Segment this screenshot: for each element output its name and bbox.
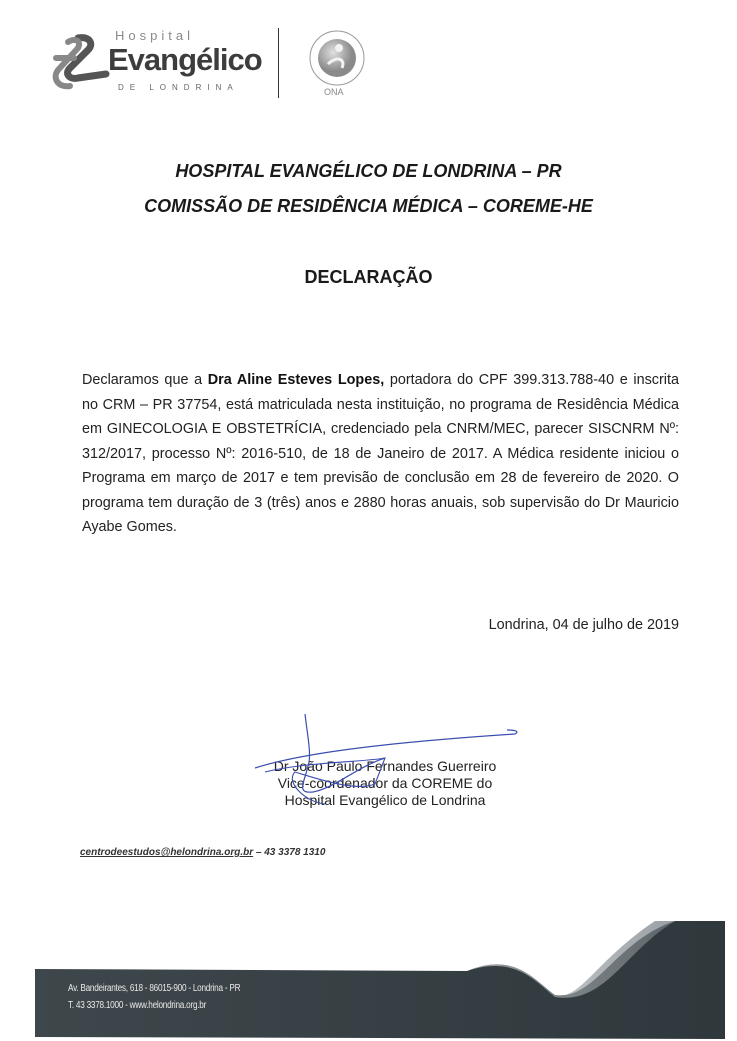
logo-hospital-text: Hospital <box>115 28 194 43</box>
signatory-block <box>245 758 525 809</box>
footer-address: Av. Bandeirantes, 618 - 86015-900 - Londrina - PR <box>68 983 241 994</box>
title-hospital: HOSPITAL EVANGÉLICO DE LONDRINA – PR <box>175 161 562 181</box>
contact-phone: – 43 3378 1310 <box>253 847 326 858</box>
logo-divider <box>278 28 279 98</box>
body-text: portadora do CPF 399.313.788-40 e inscrita no CRM – PR 37754, está matriculada nesta instituição, no programa de Residência Médica em GINECOLOGIA E OBSTETRÍCIA, credenciado pela CNRM/MEC, parecer SISCNRM Nº: 312/2017, processo Nº: 2016-510, de 18 de Janeiro de 2017. A Médica residente iniciou o Programa em março de 2017 e tem previsão de conclusão em 28 de fevereiro de 2020. O programa tem duração de 3 (três) anos e 2880 horas anuais, sob supervisão do Dr Mauricio Ayabe Gomes. <box>82 372 679 535</box>
body-intro: Declaramos que a <box>82 372 208 388</box>
document-date: Londrina, 04 de julho de 2019 <box>488 617 679 633</box>
footer-phone-website: T. 43 3378.1000 - www.helondrina.org.br <box>68 1000 207 1011</box>
document-heading: DECLARAÇÃO <box>304 267 433 287</box>
signatory-institution: Hospital Evangélico de Londrina <box>284 792 486 808</box>
footer-band <box>35 921 725 1041</box>
hospital-logo <box>48 28 368 100</box>
signatory-role: Vice-coordenador da COREME do <box>277 775 493 791</box>
signatory-name: Dr João Paulo Fernandes Guerreiro <box>273 758 497 774</box>
ona-label: ONA <box>324 87 344 97</box>
title-commission: COMISSÃO DE RESIDÊNCIA MÉDICA – COREME-HE <box>144 196 593 216</box>
logo-londrina-text: DE LONDRINA <box>118 83 239 92</box>
resident-name: Dra Aline Esteves Lopes, <box>207 372 385 388</box>
declaration-body <box>82 368 679 540</box>
ona-accreditation-seal-icon <box>306 28 368 98</box>
logo-evangelico-text: Evangélico <box>108 42 262 77</box>
contact-email-link[interactable]: centrodeestudos@helondrina.org.br <box>80 847 254 858</box>
cross-logo-icon <box>48 34 110 92</box>
contact-line <box>80 847 325 858</box>
